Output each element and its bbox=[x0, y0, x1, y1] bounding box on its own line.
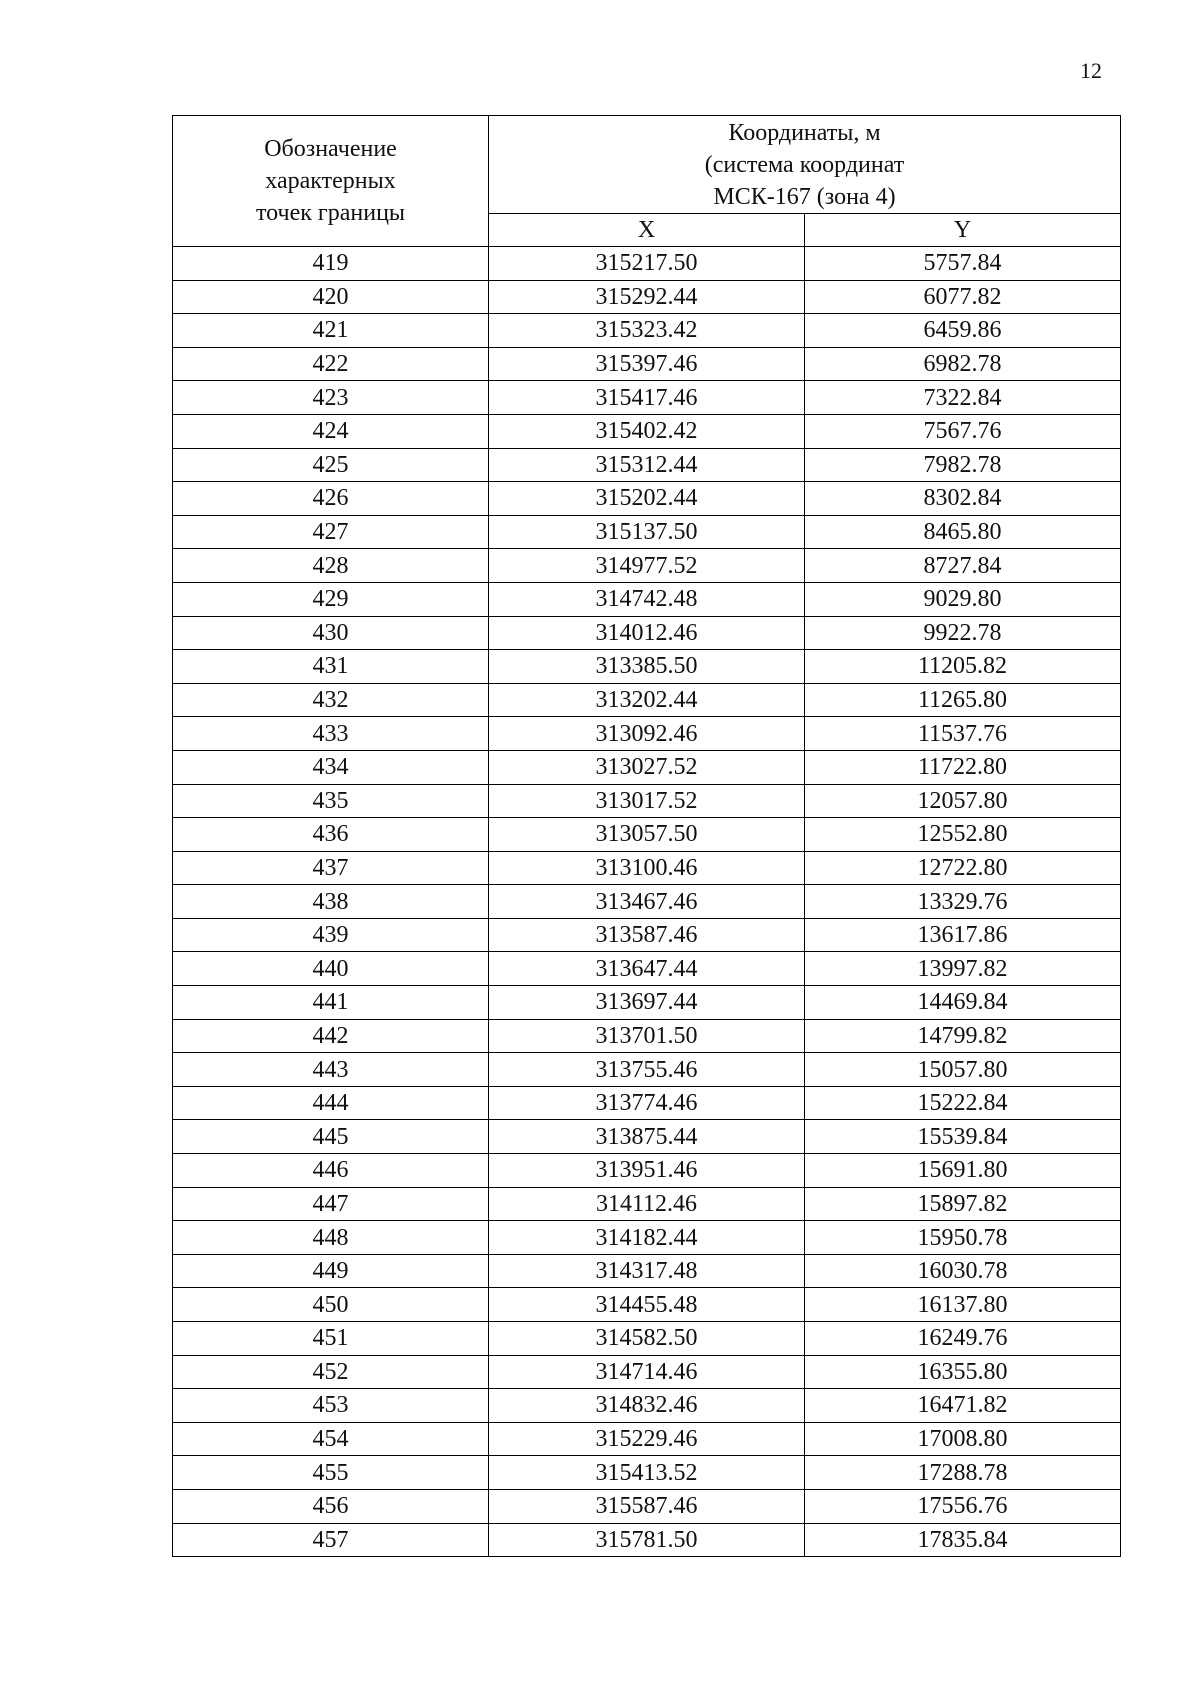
table-row bbox=[173, 717, 1121, 751]
x-coordinate-cell: 314742.48 bbox=[489, 582, 805, 616]
y-coordinate-cell: 13617.86 bbox=[805, 918, 1121, 952]
y-column-header: Y bbox=[805, 214, 1121, 247]
table-row bbox=[173, 986, 1121, 1020]
y-coordinate-cell: 17835.84 bbox=[805, 1523, 1121, 1557]
x-coordinate-cell: 314832.46 bbox=[489, 1389, 805, 1423]
table-row bbox=[173, 650, 1121, 684]
point-designation-header bbox=[173, 116, 489, 247]
y-coordinate-cell: 15897.82 bbox=[805, 1187, 1121, 1221]
point-cell: 436 bbox=[173, 818, 489, 852]
point-cell: 438 bbox=[173, 885, 489, 919]
table-row bbox=[173, 247, 1121, 281]
x-coordinate-cell: 315202.44 bbox=[489, 482, 805, 516]
point-header-line: характерных bbox=[265, 168, 396, 194]
y-coordinate-cell: 6982.78 bbox=[805, 347, 1121, 381]
y-coordinate-cell: 14469.84 bbox=[805, 986, 1121, 1020]
point-cell: 447 bbox=[173, 1187, 489, 1221]
x-coordinate-cell: 314112.46 bbox=[489, 1187, 805, 1221]
y-coordinate-cell: 11205.82 bbox=[805, 650, 1121, 684]
point-cell: 442 bbox=[173, 1019, 489, 1053]
x-coordinate-cell: 313755.46 bbox=[489, 1053, 805, 1087]
x-coordinate-cell: 315781.50 bbox=[489, 1523, 805, 1557]
coords-header-line: МСК-167 (зона 4) bbox=[713, 183, 896, 210]
table-row bbox=[173, 1355, 1121, 1389]
x-column-header: X bbox=[489, 214, 805, 247]
point-cell: 455 bbox=[173, 1456, 489, 1490]
point-cell: 449 bbox=[173, 1254, 489, 1288]
point-cell: 430 bbox=[173, 616, 489, 650]
y-coordinate-cell: 17556.76 bbox=[805, 1489, 1121, 1523]
point-cell: 450 bbox=[173, 1288, 489, 1322]
y-coordinate-cell: 16030.78 bbox=[805, 1254, 1121, 1288]
point-cell: 444 bbox=[173, 1086, 489, 1120]
y-coordinate-cell: 7982.78 bbox=[805, 448, 1121, 482]
y-coordinate-cell: 8302.84 bbox=[805, 482, 1121, 516]
table-row bbox=[173, 1053, 1121, 1087]
point-cell: 445 bbox=[173, 1120, 489, 1154]
point-cell: 424 bbox=[173, 414, 489, 448]
y-coordinate-cell: 16471.82 bbox=[805, 1389, 1121, 1423]
table-row bbox=[173, 381, 1121, 415]
table-row bbox=[173, 1254, 1121, 1288]
point-cell: 420 bbox=[173, 280, 489, 314]
x-coordinate-cell: 315587.46 bbox=[489, 1489, 805, 1523]
point-cell: 433 bbox=[173, 717, 489, 751]
point-cell: 427 bbox=[173, 515, 489, 549]
x-coordinate-cell: 313100.46 bbox=[489, 851, 805, 885]
table-row bbox=[173, 818, 1121, 852]
y-coordinate-cell: 17288.78 bbox=[805, 1456, 1121, 1490]
point-cell: 457 bbox=[173, 1523, 489, 1557]
x-coordinate-cell: 313385.50 bbox=[489, 650, 805, 684]
point-cell: 440 bbox=[173, 952, 489, 986]
page-number: 12 bbox=[1080, 58, 1102, 83]
x-coordinate-cell: 314317.48 bbox=[489, 1254, 805, 1288]
table-row bbox=[173, 1422, 1121, 1456]
y-coordinate-cell: 6077.82 bbox=[805, 280, 1121, 314]
table-row bbox=[173, 1187, 1121, 1221]
y-coordinate-cell: 16249.76 bbox=[805, 1322, 1121, 1356]
point-cell: 452 bbox=[173, 1355, 489, 1389]
y-coordinate-cell: 7322.84 bbox=[805, 381, 1121, 415]
x-coordinate-cell: 313057.50 bbox=[489, 818, 805, 852]
point-cell: 429 bbox=[173, 582, 489, 616]
point-cell: 425 bbox=[173, 448, 489, 482]
point-cell: 422 bbox=[173, 347, 489, 381]
point-cell: 426 bbox=[173, 482, 489, 516]
x-coordinate-cell: 314455.48 bbox=[489, 1288, 805, 1322]
y-coordinate-cell: 16355.80 bbox=[805, 1355, 1121, 1389]
point-cell: 454 bbox=[173, 1422, 489, 1456]
point-cell: 441 bbox=[173, 986, 489, 1020]
y-coordinate-cell: 13329.76 bbox=[805, 885, 1121, 919]
y-coordinate-cell: 9029.80 bbox=[805, 582, 1121, 616]
table-row bbox=[173, 1154, 1121, 1188]
table-body bbox=[173, 247, 1121, 1557]
table-row bbox=[173, 784, 1121, 818]
x-coordinate-cell: 314977.52 bbox=[489, 549, 805, 583]
x-coordinate-cell: 315417.46 bbox=[489, 381, 805, 415]
y-coordinate-cell: 6459.86 bbox=[805, 314, 1121, 348]
y-coordinate-cell: 12057.80 bbox=[805, 784, 1121, 818]
y-coordinate-cell: 8465.80 bbox=[805, 515, 1121, 549]
x-coordinate-cell: 313202.44 bbox=[489, 683, 805, 717]
x-coordinate-cell: 313701.50 bbox=[489, 1019, 805, 1053]
coordinates-group-header bbox=[489, 116, 1121, 214]
table-row bbox=[173, 1120, 1121, 1154]
table-row bbox=[173, 1322, 1121, 1356]
table-row bbox=[173, 448, 1121, 482]
y-coordinate-cell: 11537.76 bbox=[805, 717, 1121, 751]
point-cell: 446 bbox=[173, 1154, 489, 1188]
x-coordinate-cell: 315402.42 bbox=[489, 414, 805, 448]
y-coordinate-cell: 17008.80 bbox=[805, 1422, 1121, 1456]
y-coordinate-cell: 15691.80 bbox=[805, 1154, 1121, 1188]
x-coordinate-cell: 314182.44 bbox=[489, 1221, 805, 1255]
y-coordinate-cell: 9922.78 bbox=[805, 616, 1121, 650]
x-coordinate-cell: 313017.52 bbox=[489, 784, 805, 818]
x-coordinate-cell: 315229.46 bbox=[489, 1422, 805, 1456]
x-coordinate-cell: 313875.44 bbox=[489, 1120, 805, 1154]
y-coordinate-cell: 8727.84 bbox=[805, 549, 1121, 583]
x-coordinate-cell: 313467.46 bbox=[489, 885, 805, 919]
table-row bbox=[173, 1086, 1121, 1120]
table-row bbox=[173, 616, 1121, 650]
table-row bbox=[173, 582, 1121, 616]
y-coordinate-cell: 15950.78 bbox=[805, 1221, 1121, 1255]
point-cell: 456 bbox=[173, 1489, 489, 1523]
y-coordinate-cell: 15539.84 bbox=[805, 1120, 1121, 1154]
coords-header-line: (система координат bbox=[704, 151, 905, 178]
point-cell: 423 bbox=[173, 381, 489, 415]
table-row bbox=[173, 952, 1121, 986]
x-coordinate-cell: 313774.46 bbox=[489, 1086, 805, 1120]
table-row bbox=[173, 414, 1121, 448]
coords-header-line: Координаты, м bbox=[728, 119, 881, 146]
point-cell: 439 bbox=[173, 918, 489, 952]
x-coordinate-cell: 313697.44 bbox=[489, 986, 805, 1020]
y-coordinate-cell: 14799.82 bbox=[805, 1019, 1121, 1053]
table-row bbox=[173, 1523, 1121, 1557]
x-coordinate-cell: 315292.44 bbox=[489, 280, 805, 314]
y-coordinate-cell: 11722.80 bbox=[805, 750, 1121, 784]
point-cell: 443 bbox=[173, 1053, 489, 1087]
table-row bbox=[173, 549, 1121, 583]
table-row bbox=[173, 280, 1121, 314]
y-coordinate-cell: 15057.80 bbox=[805, 1053, 1121, 1087]
table-row bbox=[173, 683, 1121, 717]
coordinates-table bbox=[172, 115, 1121, 1557]
table-row bbox=[173, 1456, 1121, 1490]
x-coordinate-cell: 315217.50 bbox=[489, 247, 805, 281]
point-header-line: Обозначение bbox=[264, 136, 397, 162]
x-coordinate-cell: 314582.50 bbox=[489, 1322, 805, 1356]
x-coordinate-cell: 315137.50 bbox=[489, 515, 805, 549]
point-cell: 419 bbox=[173, 247, 489, 281]
y-coordinate-cell: 16137.80 bbox=[805, 1288, 1121, 1322]
x-coordinate-cell: 313951.46 bbox=[489, 1154, 805, 1188]
table-row bbox=[173, 314, 1121, 348]
table-row bbox=[173, 1389, 1121, 1423]
table-row bbox=[173, 918, 1121, 952]
table-row bbox=[173, 347, 1121, 381]
table-row bbox=[173, 1221, 1121, 1255]
table-row bbox=[173, 482, 1121, 516]
table-row bbox=[173, 750, 1121, 784]
point-cell: 448 bbox=[173, 1221, 489, 1255]
point-cell: 435 bbox=[173, 784, 489, 818]
point-cell: 437 bbox=[173, 851, 489, 885]
point-cell: 451 bbox=[173, 1322, 489, 1356]
point-cell: 428 bbox=[173, 549, 489, 583]
x-coordinate-cell: 314714.46 bbox=[489, 1355, 805, 1389]
point-cell: 431 bbox=[173, 650, 489, 684]
table-row bbox=[173, 1019, 1121, 1053]
x-coordinate-cell: 313647.44 bbox=[489, 952, 805, 986]
x-coordinate-cell: 315397.46 bbox=[489, 347, 805, 381]
point-cell: 432 bbox=[173, 683, 489, 717]
y-coordinate-cell: 15222.84 bbox=[805, 1086, 1121, 1120]
table-row bbox=[173, 851, 1121, 885]
y-coordinate-cell: 13997.82 bbox=[805, 952, 1121, 986]
y-coordinate-cell: 7567.76 bbox=[805, 414, 1121, 448]
point-cell: 434 bbox=[173, 750, 489, 784]
point-cell: 453 bbox=[173, 1389, 489, 1423]
table-row bbox=[173, 1288, 1121, 1322]
y-coordinate-cell: 5757.84 bbox=[805, 247, 1121, 281]
y-coordinate-cell: 12722.80 bbox=[805, 851, 1121, 885]
x-coordinate-cell: 315323.42 bbox=[489, 314, 805, 348]
x-coordinate-cell: 313027.52 bbox=[489, 750, 805, 784]
table-row bbox=[173, 1489, 1121, 1523]
y-coordinate-cell: 12552.80 bbox=[805, 818, 1121, 852]
point-cell: 421 bbox=[173, 314, 489, 348]
table-row bbox=[173, 885, 1121, 919]
x-coordinate-cell: 315312.44 bbox=[489, 448, 805, 482]
x-coordinate-cell: 313587.46 bbox=[489, 918, 805, 952]
table-row bbox=[173, 515, 1121, 549]
point-header-line: точек границы bbox=[255, 200, 406, 226]
x-coordinate-cell: 315413.52 bbox=[489, 1456, 805, 1490]
x-coordinate-cell: 314012.46 bbox=[489, 616, 805, 650]
x-coordinate-cell: 313092.46 bbox=[489, 717, 805, 751]
y-coordinate-cell: 11265.80 bbox=[805, 683, 1121, 717]
